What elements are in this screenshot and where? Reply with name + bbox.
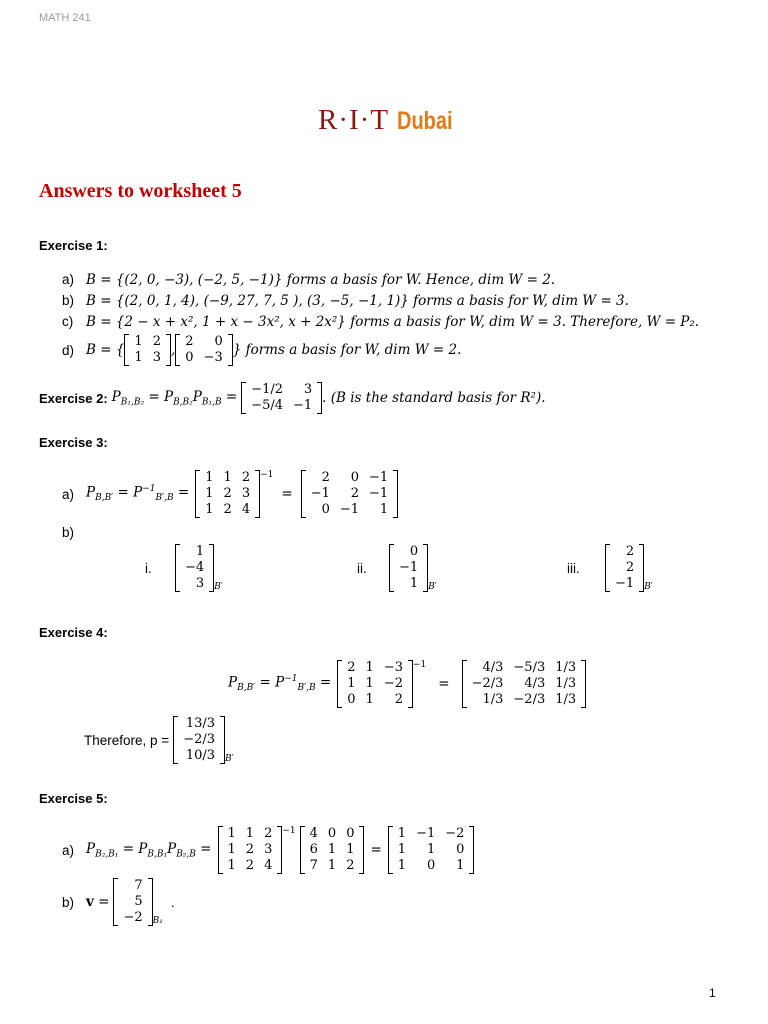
ex4-m2-row bbox=[467, 660, 582, 676]
ex1-m2-row bbox=[180, 350, 227, 366]
ex2-m-row bbox=[246, 382, 317, 398]
ex2-m-cell: 3 bbox=[303, 382, 313, 397]
ex3-v1-cell: −4 bbox=[185, 560, 205, 575]
ex4-m2-cell: 1/3 bbox=[555, 676, 577, 691]
ex1-c-label: c) bbox=[62, 314, 74, 329]
ex3-m2-cell: 1 bbox=[379, 502, 389, 517]
ex5-m3-cell: 1 bbox=[397, 842, 407, 857]
ex3-m2-row bbox=[306, 470, 394, 486]
exercise-2-heading: Exercise 2: bbox=[39, 390, 108, 406]
ex5-inverse: −1 bbox=[282, 826, 296, 836]
ex3-b-ii-vector bbox=[389, 544, 428, 592]
ex1-a-label: a) bbox=[62, 272, 75, 287]
ex3-m1-cell: 1 bbox=[205, 486, 214, 501]
ex4-m2-cell: 4/3 bbox=[482, 660, 504, 675]
ex5-m1-cell: 1 bbox=[227, 858, 236, 873]
ex4-m1-cell: 1 bbox=[365, 692, 374, 707]
ex4-v-row bbox=[178, 748, 220, 764]
ex1-m2-cell: 0 bbox=[185, 350, 194, 365]
ex5-m1-cell: 1 bbox=[227, 826, 236, 841]
ex5-m1-cell: 2 bbox=[245, 858, 255, 873]
ex3-m1-row bbox=[200, 470, 255, 486]
ex1-m2-cell: 2 bbox=[185, 334, 194, 349]
ex5-v-row bbox=[118, 878, 147, 894]
ex5-m2-cell: 0 bbox=[346, 826, 355, 841]
ex4-v-cell: −2/3 bbox=[183, 732, 216, 747]
ex3-m1-cell: 3 bbox=[241, 486, 251, 501]
ex5-v-cell: 7 bbox=[134, 878, 143, 893]
ex3-v1-cell: 3 bbox=[195, 576, 205, 591]
ex3-b-i-basis: B′ bbox=[214, 582, 223, 592]
ex3-m1-cell: 4 bbox=[241, 502, 251, 517]
ex3-b-i-label: i. bbox=[145, 560, 152, 576]
ex4-m1-cell: 2 bbox=[394, 692, 403, 707]
ex3-b-ii-basis: B′ bbox=[428, 582, 437, 592]
ex5-m2-cell: 6 bbox=[309, 842, 318, 857]
ex4-basis: B′ bbox=[225, 754, 234, 764]
ex3-b-iii-label: iii. bbox=[567, 560, 580, 576]
ex5-m3-cell: 1 bbox=[426, 842, 436, 857]
ex3-inverse: −1 bbox=[260, 470, 274, 480]
ex3-v1-cell: 1 bbox=[195, 544, 205, 559]
ex2-matrix bbox=[241, 382, 322, 414]
ex5-end: . bbox=[170, 894, 175, 910]
ex5-m2-cell: 2 bbox=[346, 858, 355, 873]
ex2-m-cell: −1 bbox=[293, 398, 313, 413]
ex3-m1-row bbox=[200, 486, 255, 502]
ex5-m1-cell: 2 bbox=[264, 826, 273, 841]
ex1-m1-row bbox=[129, 334, 166, 350]
ex4-v-cell: 10/3 bbox=[185, 748, 216, 763]
ex4-m2-cell: 4/3 bbox=[524, 676, 546, 691]
ex5-m3-row bbox=[393, 858, 470, 874]
ex5-m3-cell: −1 bbox=[416, 826, 436, 841]
ex3-v1-row bbox=[180, 544, 209, 560]
ex3-b-ii bbox=[357, 544, 437, 592]
ex5-m2-cell: 7 bbox=[309, 858, 318, 873]
ex5-basis: B₁ bbox=[152, 916, 163, 926]
ex5-m2-row bbox=[305, 842, 360, 858]
ex3-b-label: b) bbox=[62, 525, 75, 540]
ex4-m2-cell: 1/3 bbox=[482, 692, 504, 707]
ex4-therefore-text: Therefore, p = bbox=[84, 732, 170, 748]
ex3-a-label: a) bbox=[62, 486, 75, 502]
ex5-matrix-1 bbox=[218, 826, 283, 874]
ex5-matrix-2 bbox=[300, 826, 365, 874]
ex4-m1-row bbox=[342, 692, 408, 708]
ex4-m2-row bbox=[467, 676, 582, 692]
ex3-v1-row bbox=[180, 560, 209, 576]
ex1-c-text: B = {2 − x + x², 1 + x − 3x², x + 2x²} forms a basis for W, dim W = 3. Therefore, W = P₂. bbox=[86, 314, 700, 330]
ex4-m2-cell: −2/3 bbox=[471, 676, 504, 691]
ex4-m1-cell: 0 bbox=[347, 692, 356, 707]
ex4-v-row bbox=[178, 732, 220, 748]
ex4-therefore bbox=[84, 716, 234, 764]
ex1-m2-cell: −3 bbox=[203, 350, 223, 365]
ex4-m1-row bbox=[342, 660, 408, 676]
ex5-m3-cell: 1 bbox=[397, 826, 407, 841]
ex3-v3-row bbox=[610, 544, 639, 560]
ex4-p-vector bbox=[173, 716, 225, 764]
ex3-m1-row bbox=[200, 502, 255, 518]
ex5-part-a: a) $P_{B_2,B_1} = P_{B,B_1}P_{B_2,B}$ = 1 1 2 1 2 3 1 2 4 −1 4 0 0 6 1 1 7 1 2 = 1 −1 −2 1 1 0 1 0 1 bbox=[62, 826, 474, 874]
ex3-m2-cell: −1 bbox=[369, 470, 389, 485]
ex1-d-suffix: } forms a basis for W, dim W = 2. bbox=[232, 342, 462, 358]
ex3-m2-cell: −1 bbox=[310, 486, 330, 501]
ex5-m2-cell: 1 bbox=[346, 842, 355, 857]
ex4-m1-cell: 2 bbox=[347, 660, 356, 675]
ex5-v-vector bbox=[113, 878, 152, 926]
ex5-m2-cell: 0 bbox=[327, 826, 337, 841]
ex1-item-a bbox=[62, 272, 555, 288]
ex5-m1-row bbox=[223, 826, 278, 842]
ex5-m1-cell: 4 bbox=[264, 858, 273, 873]
ex1-m1-row bbox=[129, 350, 166, 366]
ex1-m1-cell: 1 bbox=[134, 334, 143, 349]
ex4-m1-cell: 1 bbox=[347, 676, 356, 691]
ex5-m3-cell: −2 bbox=[445, 826, 465, 841]
ex3-m2-row bbox=[306, 502, 394, 518]
ex3-matrix-1 bbox=[195, 470, 260, 518]
ex5-m3-cell: 1 bbox=[456, 858, 465, 873]
logo-dubai: Dubai bbox=[396, 107, 453, 135]
ex3-b-i-vector bbox=[175, 544, 214, 592]
ex3-m2-cell: 0 bbox=[321, 502, 330, 517]
ex3-m2-cell: 0 bbox=[350, 470, 360, 485]
ex5-v-cell: 5 bbox=[134, 894, 143, 909]
ex5-m2-row bbox=[305, 826, 360, 842]
ex3-b-iii-basis: B′ bbox=[644, 582, 653, 592]
page-title: Answers to worksheet 5 bbox=[39, 180, 242, 202]
ex5-b-label: b) bbox=[62, 894, 75, 910]
ex1-m1-cell: 2 bbox=[152, 334, 161, 349]
exercise-4-heading: Exercise 4: bbox=[39, 625, 108, 640]
ex3-v2-cell: −1 bbox=[399, 560, 419, 575]
ex1-m2-row bbox=[180, 334, 227, 350]
ex3-m2-cell: −1 bbox=[369, 486, 389, 501]
ex5-a-label: a) bbox=[62, 842, 75, 858]
exercise-2: Exercise 2: $P_{B_1,B_2} = P_{B,B_2}P_{B_1,B}$ = −1/2 3 −5/4 −1 . (B is the standard basis for R²). bbox=[39, 382, 546, 413]
ex2-m-cell: −5/4 bbox=[251, 398, 283, 413]
ex3-v3-cell: −1 bbox=[615, 576, 635, 591]
ex3-v2-row bbox=[394, 560, 423, 576]
ex3-m1-cell: 2 bbox=[241, 470, 251, 485]
ex3-m1-cell: 2 bbox=[223, 486, 232, 501]
ex4-m1-cell: 1 bbox=[365, 676, 374, 691]
ex1-m2-cell: 0 bbox=[214, 334, 223, 349]
ex4-matrix-1 bbox=[337, 660, 413, 708]
ex4-m2-cell: −5/3 bbox=[513, 660, 546, 675]
ex5-v-cell: −2 bbox=[123, 910, 143, 925]
ex5-part-b: b) v = 7 5 −2 B₁ . bbox=[62, 878, 175, 926]
ex5-m3-row bbox=[393, 842, 470, 858]
ex5-m1-cell: 1 bbox=[245, 826, 255, 841]
ex3-b-iii-vector bbox=[605, 544, 644, 592]
ex3-m1-cell: 1 bbox=[205, 502, 214, 517]
ex3-part-a: a) $P_{B,B'} = P^{-1}_{B',B}$ = 1 1 2 1 2 3 1 2 4 −1 = 2 0 −1 −1 2 −1 0 −1 1 bbox=[62, 470, 398, 518]
ex5-m3-cell: 0 bbox=[426, 858, 436, 873]
ex3-v3-row bbox=[610, 560, 639, 576]
ex3-v3-cell: 2 bbox=[625, 560, 635, 575]
course-header: MATH 241 bbox=[39, 12, 91, 24]
ex5-m1-cell: 1 bbox=[227, 842, 236, 857]
ex3-v1-row bbox=[180, 576, 209, 592]
logo-rit: R·I·T bbox=[318, 104, 389, 136]
ex1-a-text: B = {(2, 0, −3), (−2, 5, −1)} forms a basis for W. Hence, dim W = 2. bbox=[86, 272, 556, 288]
ex3-matrix-2 bbox=[301, 470, 399, 518]
ex3-b-i bbox=[145, 544, 223, 592]
ex3-m2-cell: −1 bbox=[339, 502, 360, 517]
ex2-note: . (B is the standard basis for R²). bbox=[322, 390, 546, 406]
ex5-m3-row bbox=[393, 826, 470, 842]
ex5-m2-row bbox=[305, 858, 360, 874]
ex5-m3-cell: 0 bbox=[456, 842, 465, 857]
ex5-m1-row bbox=[223, 858, 278, 874]
ex3-v2-row bbox=[394, 544, 423, 560]
exercise-1-heading: Exercise 1: bbox=[39, 238, 108, 253]
ex3-m1-cell: 2 bbox=[223, 502, 232, 517]
ex5-m3-cell: 1 bbox=[397, 858, 407, 873]
ex3-b-ii-label: ii. bbox=[357, 560, 367, 576]
ex5-m2-cell: 4 bbox=[309, 826, 318, 841]
ex1-d-comma: , bbox=[170, 342, 176, 358]
ex5-equals: = bbox=[370, 842, 382, 858]
ex3-m1-cell: 1 bbox=[205, 470, 214, 485]
ex3-equals: = bbox=[281, 486, 293, 502]
ex4-m2-cell: −2/3 bbox=[513, 692, 546, 707]
ex4-equation: $P_{B,B'} = P^{-1}_{B',B}$ = 2 1 −3 1 1 −2 0 1 2 −1 = 4/3 −5/3 1/3 −2/3 4/3 1/3 1/3 −2/3 1/3 bbox=[228, 660, 586, 708]
ex5-m1-cell: 3 bbox=[264, 842, 273, 857]
ex4-m1-cell: −2 bbox=[383, 676, 403, 691]
ex2-m-row bbox=[246, 398, 317, 414]
ex5-m1-cell: 2 bbox=[245, 842, 255, 857]
ex1-b-label: b) bbox=[62, 293, 75, 308]
ex5-m2-cell: 1 bbox=[327, 858, 337, 873]
page-number: 1 bbox=[709, 986, 716, 1000]
ex4-m2-cell: 1/3 bbox=[555, 692, 577, 707]
exercise-5-heading: Exercise 5: bbox=[39, 791, 108, 806]
ex4-m1-cell: 1 bbox=[365, 660, 374, 675]
ex5-m1-row bbox=[223, 842, 278, 858]
ex5-v-row bbox=[118, 910, 147, 926]
ex5-m2-cell: 1 bbox=[327, 842, 337, 857]
ex1-d-matrix-2 bbox=[175, 334, 232, 366]
ex3-v2-cell: 1 bbox=[409, 576, 419, 591]
ex1-m1-cell: 1 bbox=[134, 350, 143, 365]
ex4-inverse: −1 bbox=[412, 660, 427, 670]
ex1-d-matrix-1 bbox=[124, 334, 171, 366]
ex4-m1-cell: −3 bbox=[383, 660, 403, 675]
rit-dubai-logo bbox=[318, 104, 466, 137]
ex4-m2-cell: 1/3 bbox=[555, 660, 577, 675]
ex3-m1-cell: 1 bbox=[223, 470, 232, 485]
ex4-v-cell: 13/3 bbox=[185, 716, 216, 731]
exercise-3-heading: Exercise 3: bbox=[39, 435, 108, 450]
ex5-v-row bbox=[118, 894, 147, 910]
ex1-d-prefix: B = { bbox=[86, 342, 125, 358]
ex4-matrix-2 bbox=[462, 660, 587, 708]
ex1-item-b bbox=[62, 293, 629, 309]
ex3-v3-row bbox=[610, 576, 639, 592]
ex1-m1-cell: 3 bbox=[152, 350, 161, 365]
ex3-m2-cell: 2 bbox=[321, 470, 330, 485]
ex1-d-label: d) bbox=[62, 342, 75, 358]
ex4-v-row bbox=[178, 716, 220, 732]
ex3-m2-row bbox=[306, 486, 394, 502]
ex1-item-d bbox=[62, 334, 461, 366]
ex3-v2-row bbox=[394, 576, 423, 592]
ex2-m-cell: −1/2 bbox=[251, 382, 283, 397]
ex4-equals: = bbox=[438, 676, 450, 692]
ex3-m2-cell: 2 bbox=[350, 486, 360, 501]
ex3-b-iii bbox=[567, 544, 653, 592]
ex1-item-c bbox=[62, 314, 699, 330]
ex5-matrix-3 bbox=[388, 826, 475, 874]
ex4-m2-row bbox=[467, 692, 582, 708]
ex1-b-text: B = {(2, 0, 1, 4), (−9, 27, 7, 5 ), (3, −5, −1, 1)} forms a basis for W, dim W = 3. bbox=[86, 293, 629, 309]
ex3-v3-cell: 2 bbox=[625, 544, 635, 559]
ex3-v2-cell: 0 bbox=[409, 544, 419, 559]
ex4-m1-row bbox=[342, 676, 408, 692]
